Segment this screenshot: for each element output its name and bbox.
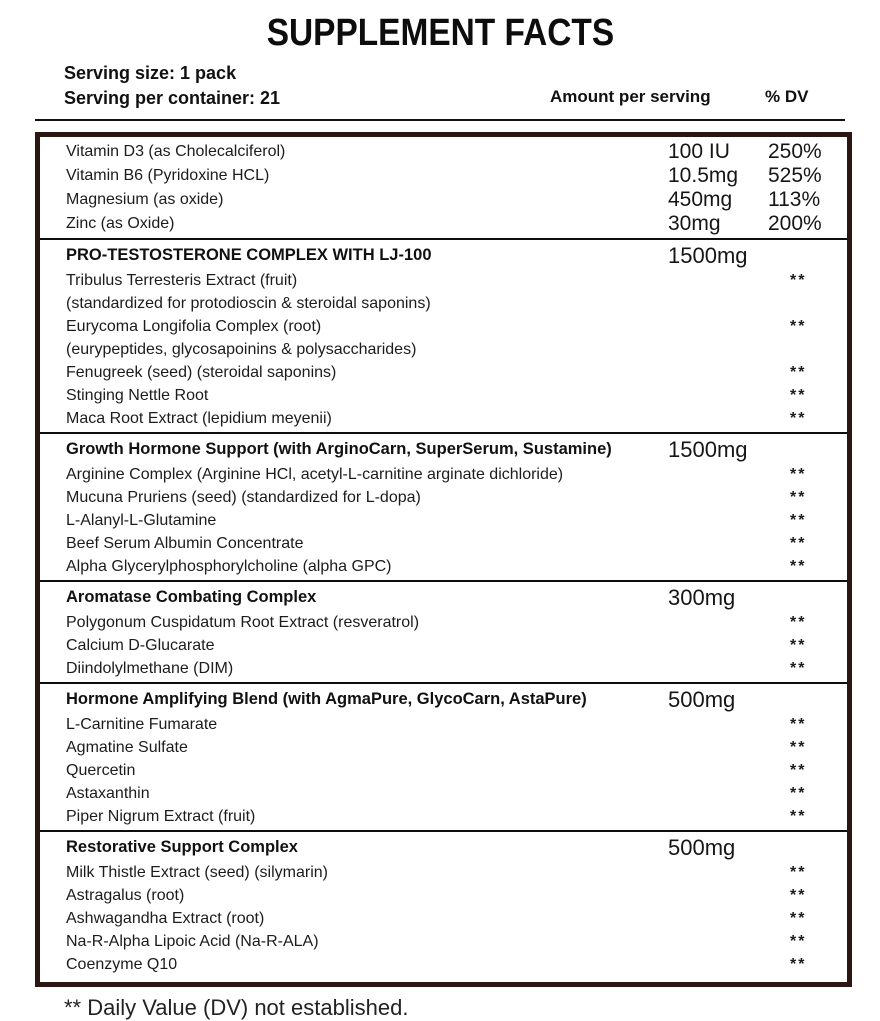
servings-per-container: Serving per container: 21 (64, 88, 281, 108)
table-row (40, 532, 847, 555)
ingredient-name: Tribulus Terresteris Extract (fruit) (66, 272, 298, 289)
table-row (40, 212, 847, 236)
amount-per-serving-header: Amount per serving (550, 87, 711, 106)
title-wrap (0, 0, 880, 55)
table-row (40, 463, 847, 486)
section-amount-value: 1500mg (668, 437, 748, 462)
ingredient-name: Agmatine Sulfate (66, 739, 188, 756)
table-row (40, 782, 847, 805)
dv-not-established-marker: ** (790, 933, 807, 950)
table-row (40, 861, 847, 884)
ingredient-name: Calcium D-Glucarate (66, 637, 215, 654)
section (40, 682, 847, 830)
table-row (40, 657, 847, 680)
table-row (40, 407, 847, 430)
ingredient-name: Fenugreek (seed) (steroidal saponins) (66, 364, 337, 381)
amount-value: 100 IU (668, 140, 730, 163)
table-row (40, 292, 847, 315)
table-row (40, 555, 847, 578)
table-row (40, 634, 847, 657)
ingredient-name: Magnesium (as oxide) (66, 191, 224, 208)
dv-not-established-marker: ** (790, 535, 807, 552)
table-row (40, 384, 847, 407)
dv-not-established-marker: ** (790, 864, 807, 881)
dv-not-established-marker: ** (790, 410, 807, 427)
dv-not-established-marker: ** (790, 558, 807, 575)
table-row (40, 884, 847, 907)
table-row (40, 736, 847, 759)
dv-footnote: ** Daily Value (DV) not established. (64, 995, 409, 1020)
table-row (40, 269, 847, 292)
ingredient-name: Polygonum Cuspidatum Root Extract (resveratrol) (66, 614, 420, 631)
table-row (40, 361, 847, 384)
ingredient-name: Diindolylmethane (DIM) (66, 660, 234, 677)
dv-not-established-marker: ** (790, 637, 807, 654)
ingredient-name: Astragalus (root) (66, 887, 185, 904)
dv-not-established-marker: ** (790, 318, 807, 335)
section (40, 432, 847, 580)
dv-percent-value: 525% (768, 164, 822, 187)
ingredient-name: (eurypeptides, glycosapoinins & polysaccharides) (66, 341, 417, 358)
dv-not-established-marker: ** (790, 489, 807, 506)
table-row (40, 930, 847, 953)
ingredient-name: Astaxanthin (66, 785, 150, 802)
table-row (40, 611, 847, 634)
dv-percent-value: 113% (768, 188, 821, 211)
ingredient-name: L-Carnitine Fumarate (66, 716, 218, 733)
table-row (40, 713, 847, 736)
table-row (40, 907, 847, 930)
percent-dv-header: % DV (765, 87, 809, 106)
section (40, 580, 847, 682)
ingredient-name: Mucuna Pruriens (seed) (standardized for L-dopa) (66, 489, 421, 506)
section-amount-value: 300mg (668, 585, 736, 610)
section (40, 138, 847, 238)
section-heading-label: Restorative Support Complex (66, 838, 298, 856)
section-heading-row (40, 834, 847, 861)
section-heading-row (40, 436, 847, 463)
section (40, 238, 847, 432)
serving-size: Serving size: 1 pack (64, 63, 237, 83)
table-row (40, 188, 847, 212)
page-title: SUPPLEMENT FACTS (266, 12, 614, 54)
serving-block (64, 61, 880, 111)
ingredient-name: Zinc (as Oxide) (66, 215, 175, 232)
ingredient-name: Coenzyme Q10 (66, 956, 178, 973)
dv-not-established-marker: ** (790, 887, 807, 904)
section-amount-value: 1500mg (668, 243, 748, 268)
ingredient-name: Vitamin D3 (as Cholecalciferol) (66, 143, 286, 160)
table-row (40, 315, 847, 338)
amount-value: 10.5mg (668, 164, 739, 187)
ingredient-name: Milk Thistle Extract (seed) (silymarin) (66, 864, 328, 881)
table-row (40, 164, 847, 188)
dv-not-established-marker: ** (790, 956, 807, 973)
ingredient-name: Eurycoma Longifolia Complex (root) (66, 318, 322, 335)
section-heading-row (40, 584, 847, 611)
amount-value: 450mg (668, 188, 733, 211)
dv-not-established-marker: ** (790, 739, 807, 756)
dv-not-established-marker: ** (790, 808, 807, 825)
amount-value: 30mg (668, 212, 721, 235)
dv-not-established-marker: ** (790, 272, 807, 289)
ingredient-name: Stinging Nettle Root (66, 387, 209, 404)
section-heading-label: Hormone Amplifying Blend (with AgmaPure, GlycoCarn, AstaPure) (66, 690, 587, 708)
dv-percent-value: 250% (768, 140, 822, 163)
ingredient-name: Beef Serum Albumin Concentrate (66, 535, 304, 552)
dv-not-established-marker: ** (790, 466, 807, 483)
dv-not-established-marker: ** (790, 387, 807, 404)
section-heading-row (40, 686, 847, 713)
table-row (40, 140, 847, 164)
facts-table (35, 132, 852, 987)
dv-not-established-marker: ** (790, 716, 807, 733)
ingredient-name: Vitamin B6 (Pyridoxine HCL) (66, 167, 270, 184)
dv-not-established-marker: ** (790, 762, 807, 779)
dv-not-established-marker: ** (790, 660, 807, 677)
ingredient-name: (standardized for protodioscin & steroidal saponins) (66, 295, 431, 312)
ingredient-name: Quercetin (66, 762, 136, 779)
table-row (40, 759, 847, 782)
dv-percent-value: 200% (768, 212, 822, 235)
section-heading-label: Aromatase Combating Complex (66, 588, 317, 606)
section-amount-value: 500mg (668, 687, 736, 712)
ingredient-name: Na-R-Alpha Lipoic Acid (Na-R-ALA) (66, 933, 319, 950)
dv-not-established-marker: ** (790, 910, 807, 927)
ingredient-name: Alpha Glycerylphosphorylcholine (alpha GPC) (66, 558, 392, 575)
dv-not-established-marker: ** (790, 512, 807, 529)
ingredient-name: Piper Nigrum Extract (fruit) (66, 808, 256, 825)
section-heading-label: PRO-TESTOSTERONE COMPLEX WITH LJ-100 (66, 246, 432, 264)
header-divider (35, 119, 845, 121)
table-row (40, 805, 847, 828)
section-heading-label: Growth Hormone Support (with ArginoCarn, SuperSerum, Sustamine) (66, 440, 612, 458)
dv-not-established-marker: ** (790, 364, 807, 381)
ingredient-name: Maca Root Extract (lepidium meyenii) (66, 410, 332, 427)
table-row (40, 338, 847, 361)
ingredient-name: Ashwagandha Extract (root) (66, 910, 265, 927)
section-amount-value: 500mg (668, 835, 736, 860)
dv-not-established-marker: ** (790, 614, 807, 631)
table-row (40, 509, 847, 532)
dv-not-established-marker: ** (790, 785, 807, 802)
table-row (40, 953, 847, 976)
section (40, 830, 847, 978)
section-heading-row (40, 242, 847, 269)
table-row (40, 486, 847, 509)
ingredient-name: L-Alanyl-L-Glutamine (66, 512, 217, 529)
ingredient-name: Arginine Complex (Arginine HCl, acetyl-L-carnitine arginate dichloride) (66, 466, 564, 483)
